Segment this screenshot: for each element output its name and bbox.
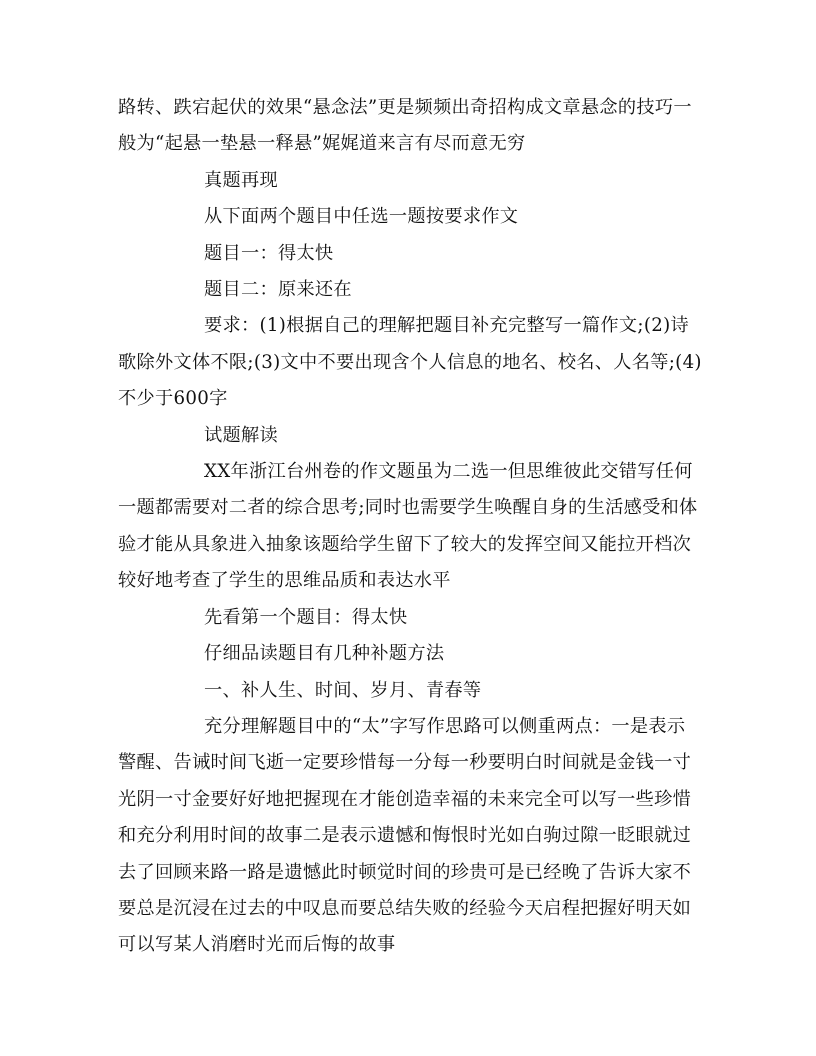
document-body — [118, 90, 702, 964]
paragraph: XX年浙江台州卷的作文题虽为二选一但思维彼此交错写任何一题都需要对二者的综合思考;同时也需要学生唤醒自身的生活感受和体验才能从具象进入抽象该题给学生留下了较大的发挥空间又能拉开档次较好地考查了学生的思维品质和表达水平 — [118, 461, 698, 592]
paragraph: 要求：(1)根据自己的理解把题目补充完整写一篇作文;(2)诗歌除外文体不限;(3)文中不要出现含个人信息的地名、校名、人名等;(4)不少于600字 — [118, 315, 702, 410]
paragraph: 仔细品读题目有几种补题方法 — [204, 643, 445, 665]
paragraph: 路转、跌宕起伏的效果“悬念法”更是频频出奇招构成文章悬念的技巧一般为“起悬一垫悬一释悬”娓娓道来言有尽而意无穷 — [118, 97, 692, 155]
paragraph: 一、补人生、时间、岁月、青春等 — [204, 679, 482, 701]
section-heading: 试题解读 — [204, 424, 278, 446]
paragraph: 题目二：原来还在 — [204, 279, 352, 301]
paragraph: 充分理解题目中的“太”字写作思路可以侧重两点：一是表示警醒、告诫时间飞逝一定要珍惜每一分每一秒要明白时间就是金钱一寸光阴一寸金要好好地把握现在才能创造幸福的未来完全可以写一些珍惜和充分利用时间的故事二是表示遗憾和悔恨时光如白驹过隙一眨眼就过去了回顾来路一路是遗憾此时顿觉时间的珍贵可是已经晚了告诉大家不要总是沉浸在过去的中叹息而要总结失败的经验今天启程把握好明天如可以写某人消磨时光而后悔的故事 — [118, 715, 692, 956]
paragraph: 从下面两个题目中任选一题按要求作文 — [204, 206, 519, 228]
paragraph: 先看第一个题目：得太快 — [204, 606, 408, 628]
paragraph: 题目一：得太快 — [204, 242, 334, 264]
section-heading: 真题再现 — [204, 169, 278, 191]
